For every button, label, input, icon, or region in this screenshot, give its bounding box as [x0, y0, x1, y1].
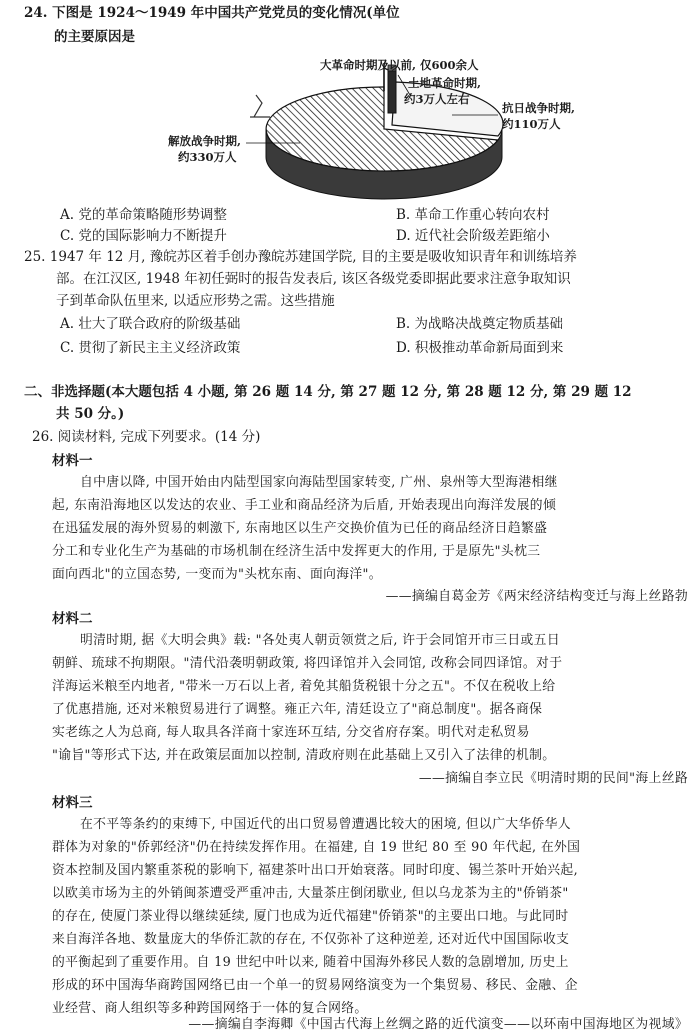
material-2-line: "谕旨"等形式下达, 并在政策层面加以控制, 清政府则在此基础上又引入了法律的机制。 [52, 748, 556, 763]
section2-total: 共 50 分。) [56, 406, 125, 422]
q25-option-c: C. 贯彻了新民主主义经济政策 [60, 340, 241, 356]
material-3-line: 来自海洋各地、数量庞大的华侨汇款的存在, 不仅弥补了这种逆差, 还对近代中国国际收支 [52, 932, 570, 947]
material-1-heading: 材料一 [52, 453, 93, 469]
material-2-line: 洋海运米粮至内地者, "带米一万石以上者, 着免其船货税银十分之五"。不仅在税收上给 [52, 679, 556, 694]
label-anti-japanese-war-1: 抗日战争时期, [502, 101, 576, 115]
label-great-revolution: 大革命时期及以前, 仅600余人 [320, 58, 479, 72]
material-3-heading: 材料三 [52, 795, 93, 811]
material-3-line: 的平衡起到了重要作用。自 19 世纪中叶以来, 随着中国海外移民人数的急剧增加, 历史上 [52, 955, 569, 970]
handwritten-mark [250, 95, 270, 117]
q25-option-d: D. 积极推动革命新局面到来 [396, 340, 564, 356]
label-land-revolution-2: 约3万人左右 [404, 92, 470, 106]
material-3-line: 形成的环中国海华商跨国网络已由一个单一的贸易网络演变为一个集贸易、移民、金融、企 [52, 978, 578, 993]
material-2-heading: 材料二 [52, 611, 93, 627]
material-2-line: 朝鲜、琉球不拘期限。"清代沿袭明朝政策, 将四译馆并入会同馆, 改称会同四译馆。对于 [52, 656, 563, 671]
material-1-line: 自中唐以降, 中国开始由内陆型国家向海陆型国家转变, 广州、泉州等大型海港相继 [80, 475, 558, 490]
q25-option-a: A. 壮大了联合政府的阶级基础 [60, 316, 241, 332]
q25-stem-line3: 子到革命队伍里来, 以适应形势之需。这些措施 [56, 293, 335, 309]
material-2-line: 了优惠措施, 还对米粮贸易进行了调整。雍正六年, 清廷设立了"商总制度"。据各商保 [52, 702, 543, 717]
material-1-line: 起, 东南沿海地区以发达的农业、手工业和商品经济为后盾, 开始表现出向海洋发展的倾 [52, 498, 557, 513]
pie-slice-land-revolution [388, 69, 396, 113]
material-3-line: 业经营、商人组织等多种跨国网络于一体的复合网络。 [52, 1001, 368, 1016]
material-2-line: 明清时期, 据《大明会典》载: "各处夷人朝贡领赏之后, 许于会同馆开市三日或五日 [80, 633, 560, 648]
label-liberation-war-1: 解放战争时期, [168, 134, 242, 148]
material-3-line: 群体为对象的"侨郭经济"仍在持续发挥作用。在福建, 自 19 世纪 80 至 90 年代起, 在外国 [52, 840, 581, 855]
material-2-source: ——摘编自李立民《明清时期的民间"海上丝路 [418, 771, 688, 786]
material-1-line: 面向西北"的立国态势, 一变而为"头枕东南、面向海洋"。 [52, 567, 382, 582]
q24-stem-line2: 的主要原因是 [54, 29, 135, 45]
section2-heading: 二、非选择题(本大题包括 4 小题, 第 26 题 14 分, 第 27 题 12 分, 第 28 题 12 分, 第 29 题 12 [24, 384, 632, 400]
q24-option-c: C. 党的国际影响力不断提升 [60, 228, 227, 244]
material-3-line: 在不平等条约的束缚下, 中国近代的出口贸易曾遭遇比较大的困境, 但以广大华侨华人 [80, 817, 571, 832]
material-3-line: 资本控制及国内繁重茶税的影响下, 福建茶叶出口开始衰落。同时印度、锡兰茶叶开始兴起, [52, 863, 578, 878]
material-1-line: 在迅猛发展的海外贸易的刺激下, 东南地区以生产交换价值为已任的商品经济日趋繁盛 [52, 521, 548, 536]
material-1-source: ——摘编自葛金芳《两宋经济结构变迁与海上丝路勃 [385, 589, 688, 604]
material-3-line: 以欧美市场为主的外销闽茶遭受严重冲击, 大量茶庄倒闭歇业, 但以乌龙茶为主的"侨销茶" [52, 886, 569, 901]
q25-stem-line2: 部。在江汉区, 1948 年初任弼时的报告发表后, 该区各级党委即据此要求注意争取知识 [56, 271, 571, 287]
label-liberation-war-2: 约330万人 [178, 150, 237, 164]
material-3-source: ——摘编自李海卿《中国古代海上丝绸之路的近代演变——以环南中国海地区为视域》 [188, 1017, 688, 1032]
q25-option-b: B. 为战略决战奠定物质基础 [396, 316, 564, 332]
q24-stem-line1: 24. 下图是 1924～1949 年中国共产党党员的变化情况(单位 [24, 5, 400, 21]
material-1-line: 分工和专业化生产为基础的市场机制在经济生活中发挥更大的作用, 于是原先"头枕三 [52, 544, 541, 559]
material-2-line: 实老练之人为总商, 每人取具各洋商十家连环互结, 分交省府存案。明代对走私贸易 [52, 725, 530, 740]
q25-stem-line1: 25. 1947 年 12 月, 豫皖苏区着手创办豫皖苏建国学院, 目的主要是吸收知识青年和训练培养 [24, 249, 577, 265]
label-land-revolution-1: 土地革命时期, [408, 76, 482, 90]
q24-option-d: D. 近代社会阶级差距缩小 [396, 228, 550, 244]
q24-option-a: A. 党的革命策略随形势调整 [60, 207, 227, 223]
label-anti-japanese-war-2: 约110万人 [502, 117, 561, 131]
material-3-line: 的存在, 使厦门茶业得以继续延续, 厦门也成为近代福建"侨销茶"的主要出口地。与此同时 [52, 909, 569, 924]
party-membership-pie-chart [0, 55, 692, 205]
pie-slice-anti-japanese-war [392, 82, 503, 136]
q26-title: 26. 阅读材料, 完成下列要求。(14 分) [32, 429, 261, 445]
q24-option-b: B. 革命工作重心转向农村 [396, 207, 550, 223]
